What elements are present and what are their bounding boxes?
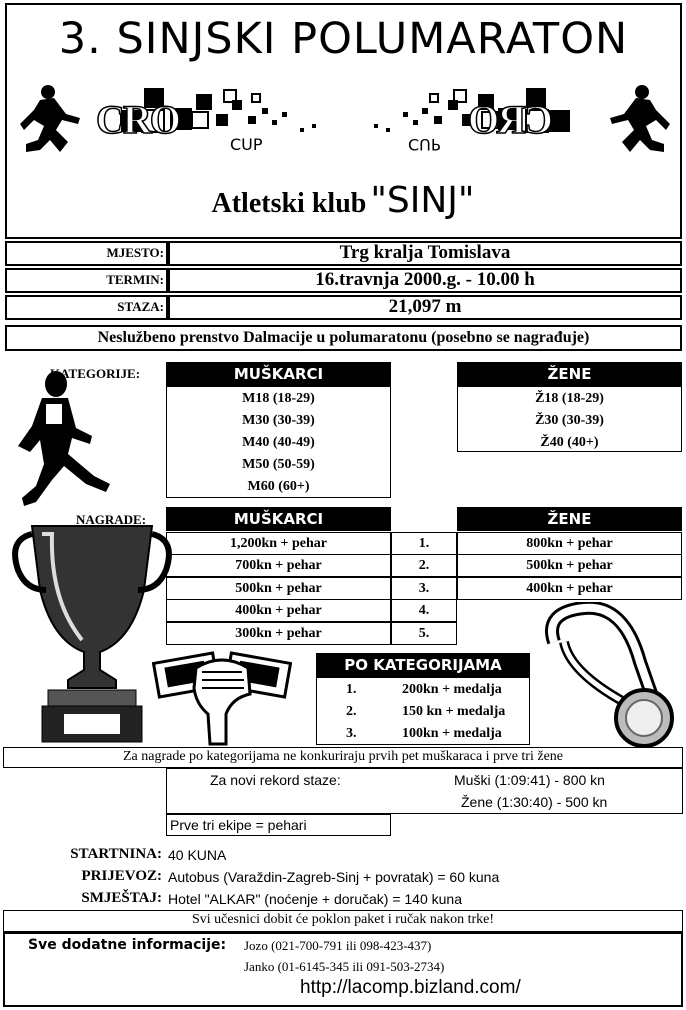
startnina-label: STARTNINA: — [70, 846, 162, 862]
prize-place: 1. — [391, 532, 457, 555]
kategorije-label: KATEGORIJE: — [50, 366, 141, 381]
cup-label-right: CUP — [408, 135, 441, 154]
termin-value: 16.travnja 2000.g. - 10.00 h — [315, 269, 535, 290]
cat-women-item: Ž30 (30-39) — [535, 413, 604, 428]
cat-prize-list — [316, 680, 530, 746]
cro-logo-right: CRO — [470, 97, 553, 142]
cat-men-item: M18 (18-29) — [242, 391, 315, 406]
cat-prize-place: 2. — [346, 704, 357, 719]
prize-women-amount: 500kn + pehar — [457, 554, 682, 577]
cat-prize-value: 150 kn + medalja — [402, 704, 506, 719]
club-line — [0, 180, 686, 221]
startnina-value: 40 KUNA — [168, 847, 227, 863]
prize-men-amount: 500kn + pehar — [166, 577, 391, 600]
cat-prize-header: PO KATEGORIJAMA — [316, 653, 530, 677]
runner-left-icon — [20, 85, 80, 152]
cat-women-list — [457, 388, 682, 454]
page-title: 3. SINJSKI POLUMARATON — [58, 14, 629, 64]
prize-women-amount: 800kn + pehar — [457, 532, 682, 555]
website-link[interactable]: http://lacomp.bizland.com/ — [300, 977, 521, 998]
staza-value: 21,097 m — [388, 296, 462, 317]
staza-label: STAZA: — [117, 299, 164, 314]
mjesto-value: Trg kralja Tomislava — [339, 242, 511, 263]
prize-men-amount: 300kn + pehar — [166, 622, 391, 645]
cro-logo-left: CRO — [96, 97, 179, 142]
cat-men-item: M40 (40-49) — [242, 435, 315, 450]
no-compete-note: Za nagrade po kategorijama ne konkuriraju prvih pet muškaraca i prve tri žene — [122, 749, 564, 764]
prize-place: 5. — [391, 622, 457, 645]
trophy-icon — [12, 520, 172, 745]
prize-women-header: ŽENE — [457, 507, 682, 531]
cat-men-list — [166, 388, 391, 498]
prize-place: 4. — [391, 599, 457, 622]
nagrade-label: NAGRADE: — [76, 512, 147, 527]
prize-place: 3. — [391, 577, 457, 600]
record-men: Muški (1:09:41) - 800 kn — [454, 772, 605, 788]
smjestaj-label: SMJEŠTAJ: — [81, 890, 162, 906]
prize-men-amount: 700kn + pehar — [166, 554, 391, 577]
cat-prize-row — [316, 724, 530, 746]
medal-icon — [544, 602, 684, 752]
contact-jozo: Jozo (021-700-791 ili 098-423-437) — [244, 938, 432, 953]
termin-label: TERMIN: — [106, 272, 164, 287]
prijevoz-value: Autobus (Varaždin-Zagreb-Sinj + povratak) = 60 kuna — [168, 869, 500, 885]
prijevoz-label: PRIJEVOZ: — [81, 868, 162, 884]
club-prefix: Atletski klub — [211, 188, 367, 219]
contact-janko: Janko (01-6145-345 ili 091-503-2734) — [244, 959, 445, 974]
mjesto-label: MJESTO: — [106, 245, 164, 260]
cat-men-item: M30 (30-39) — [242, 413, 315, 428]
cat-women-item: Ž40 (40+) — [540, 435, 599, 450]
teams-note: Prve tri ekipe = pehari — [170, 817, 307, 833]
cat-prize-value: 200kn + medalja — [402, 682, 502, 697]
club-name: "SINJ" — [370, 180, 475, 221]
prize-place: 2. — [391, 554, 457, 577]
record-label: Za novi rekord staze: — [210, 772, 341, 788]
record-women: Žene (1:30:40) - 500 kn — [461, 794, 608, 810]
prize-men-amount: 400kn + pehar — [166, 599, 391, 622]
cat-men-item: M60 (60+) — [247, 479, 310, 494]
gift-note: Svi učesnici dobit će poklon paket i ručak nakon trke! — [191, 912, 495, 927]
cat-prize-place: 1. — [346, 682, 357, 697]
prize-men-amount: 1,200kn + pehar — [166, 532, 391, 555]
prize-women-amount: 400kn + pehar — [457, 577, 682, 600]
runner-icon — [6, 368, 126, 513]
cat-prize-row — [316, 680, 530, 702]
money-hand-icon — [152, 648, 292, 746]
cat-prize-row — [316, 702, 530, 724]
championship-note: Neslužbeno prenstvo Dalmacije u polumaratonu (posebno se nagrađuje) — [97, 329, 590, 346]
prize-men-header: MUŠKARCI — [166, 507, 391, 531]
runner-right-icon — [610, 85, 670, 152]
cat-women-header: ŽENE — [457, 362, 682, 386]
cat-men-item: M50 (50-59) — [242, 457, 315, 472]
cat-prize-value: 100kn + medalja — [402, 726, 502, 741]
cat-women-item: Ž18 (18-29) — [535, 391, 604, 406]
cup-label-left: CUP — [230, 135, 263, 154]
cat-men-header: MUŠKARCI — [166, 362, 391, 386]
info-label: Sve dodatne informacije: — [28, 937, 227, 953]
cat-prize-place: 3. — [346, 726, 357, 741]
smjestaj-value: Hotel "ALKAR" (noćenje + doručak) = 140 kuna — [168, 891, 462, 907]
